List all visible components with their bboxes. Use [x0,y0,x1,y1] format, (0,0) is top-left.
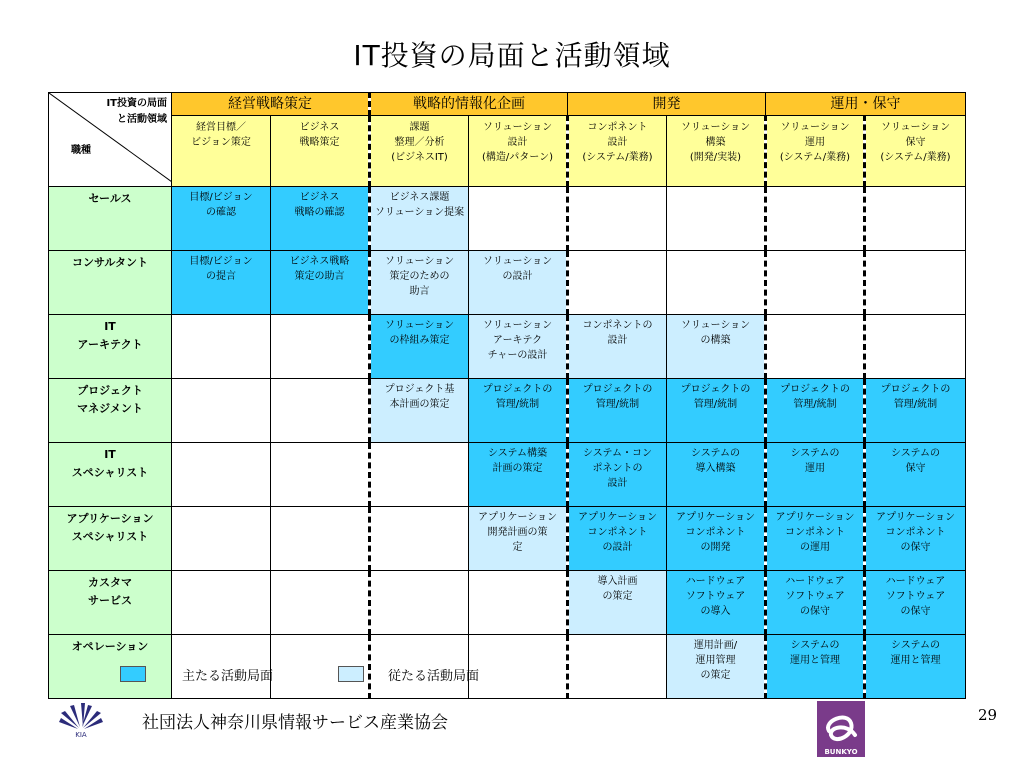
activity-cell [172,507,271,571]
activity-cell [370,507,469,571]
activity-cell: プロジェクト基 本計画の策定 [370,379,469,443]
activity-cell [568,251,667,315]
activity-cell [271,443,370,507]
role-label: IT アーキテクト [49,315,172,379]
activity-cell: ビジネス課題 ソリューション提案 [370,187,469,251]
activity-cell [370,571,469,635]
activity-cell [172,571,271,635]
phase-header: 開発 [568,93,766,116]
activity-cell [667,251,766,315]
activity-cell: システムの 運用 [766,443,865,507]
svg-text:BUNKYO: BUNKYO [824,748,858,756]
activity-cell [271,507,370,571]
table-corner-header [49,93,172,187]
activity-cell: システムの 保守 [865,443,966,507]
activity-cell: プロジェクトの 管理/統制 [865,379,966,443]
svg-text:KIA: KIA [75,731,87,738]
table-row [49,443,966,507]
table-row [49,251,966,315]
activity-cell [469,571,568,635]
role-label: アプリケーション スペシャリスト [49,507,172,571]
activity-cell [271,315,370,379]
legend-primary-swatch [120,666,146,682]
activity-cell: コンポネントの 設計 [568,315,667,379]
role-label: IT スペシャリスト [49,443,172,507]
activity-cell [865,251,966,315]
activity-cell: ハードウェア ソフトウェア の保守 [766,571,865,635]
sub-header-cell: 課題 整理／分析 (ビジネスIT) [370,116,469,187]
phase-header: 経営戦略策定 [172,93,370,116]
corner-label-role: 職種 [71,145,91,156]
activity-cell [568,187,667,251]
role-label: オペレーション [49,635,172,699]
sub-header-cell: ソリューション 運用 (システム/業務) [766,116,865,187]
legend-primary-label: 主たる活動局面 [182,669,274,684]
activity-cell: ソリューション の枠組み策定 [370,315,469,379]
activity-cell [667,187,766,251]
activity-cell: アプリケーション コンポネント の開発 [667,507,766,571]
activity-cell: システムの 運用と管理 [766,635,865,699]
activity-cell: システム・コン ポネントの 設計 [568,443,667,507]
activity-cell: ハードウェア ソフトウェア の保守 [865,571,966,635]
activity-cell [271,571,370,635]
role-label: セールス [49,187,172,251]
activity-cell [766,251,865,315]
table-row [49,507,966,571]
activity-cell: アプリケーション コンポネント の保守 [865,507,966,571]
legend-secondary-label: 従たる活動局面 [388,669,480,684]
activity-cell [172,315,271,379]
activity-cell: プロジェクトの 管理/統制 [568,379,667,443]
legend-secondary-swatch [338,666,364,682]
sub-header-cell: ソリューション 保守 (システム/業務) [865,116,966,187]
activity-cell: プロジェクトの 管理/統制 [766,379,865,443]
activity-cell: ソリューション の設計 [469,251,568,315]
activity-cell [568,635,667,699]
activity-cell: ソリューション アーキテク チャーの設計 [469,315,568,379]
kia-logo-icon [58,700,104,742]
table-row [49,187,966,251]
activity-cell: アプリケーション コンポネント の運用 [766,507,865,571]
sub-header-cell: ビジネス 戦略策定 [271,116,370,187]
activity-cell: ビジネス戦略 策定の助言 [271,251,370,315]
page-title: IT投資の局面と活動領域 [353,39,671,72]
activity-cell [370,443,469,507]
activity-matrix-table [48,92,966,699]
page-number: 29 [978,706,998,724]
bunkyo-logo-icon [817,701,865,761]
activity-cell: ソリューション 策定のための 助言 [370,251,469,315]
activity-cell: 導入計画 の策定 [568,571,667,635]
role-label: カスタマ サービス [49,571,172,635]
corner-label-phase: IT投資の局面 [106,98,167,109]
activity-cell: アプリケーション コンポネント の設計 [568,507,667,571]
phase-header: 運用・保守 [766,93,966,116]
activity-cell [865,187,966,251]
activity-cell: システムの 運用と管理 [865,635,966,699]
activity-cell: プロジェクトの 管理/統制 [469,379,568,443]
table-row [49,379,966,443]
activity-cell [469,187,568,251]
role-label: コンサルタント [49,251,172,315]
activity-cell: ソリューション の構築 [667,315,766,379]
activity-cell [172,443,271,507]
activity-cell: システム構築 計画の策定 [469,443,568,507]
activity-cell: ビジネス 戦略の確認 [271,187,370,251]
phase-header: 戦略的情報化企画 [370,93,568,116]
activity-cell [865,315,966,379]
activity-cell [172,379,271,443]
activity-cell [469,635,568,699]
activity-cell: アプリケーション 開発計画の策 定 [469,507,568,571]
activity-cell: ハードウェア ソフトウェア の導入 [667,571,766,635]
activity-cell: 運用計画/ 運用管理 の策定 [667,635,766,699]
activity-cell [766,187,865,251]
activity-cell: システムの 導入構築 [667,443,766,507]
organization-name: 社団法人神奈川県情報サービス産業協会 [142,713,448,733]
table-row [49,571,966,635]
sub-header-cell: ソリューション 構築 (開発/実装) [667,116,766,187]
activity-cell: プロジェクトの 管理/統制 [667,379,766,443]
activity-cell [271,379,370,443]
activity-cell: 目標/ビジョン の提言 [172,251,271,315]
sub-header-cell: コンポネント 設計 (システム/業務) [568,116,667,187]
activity-cell: 目標/ビジョン の確認 [172,187,271,251]
sub-header-cell: 経営目標／ ビジョン策定 [172,116,271,187]
sub-header-cell: ソリューション 設計 (構造/パターン) [469,116,568,187]
corner-label-area: と活動領域 [117,114,167,125]
activity-cell [766,315,865,379]
role-label: プロジェクト マネジメント [49,379,172,443]
table-row [49,315,966,379]
